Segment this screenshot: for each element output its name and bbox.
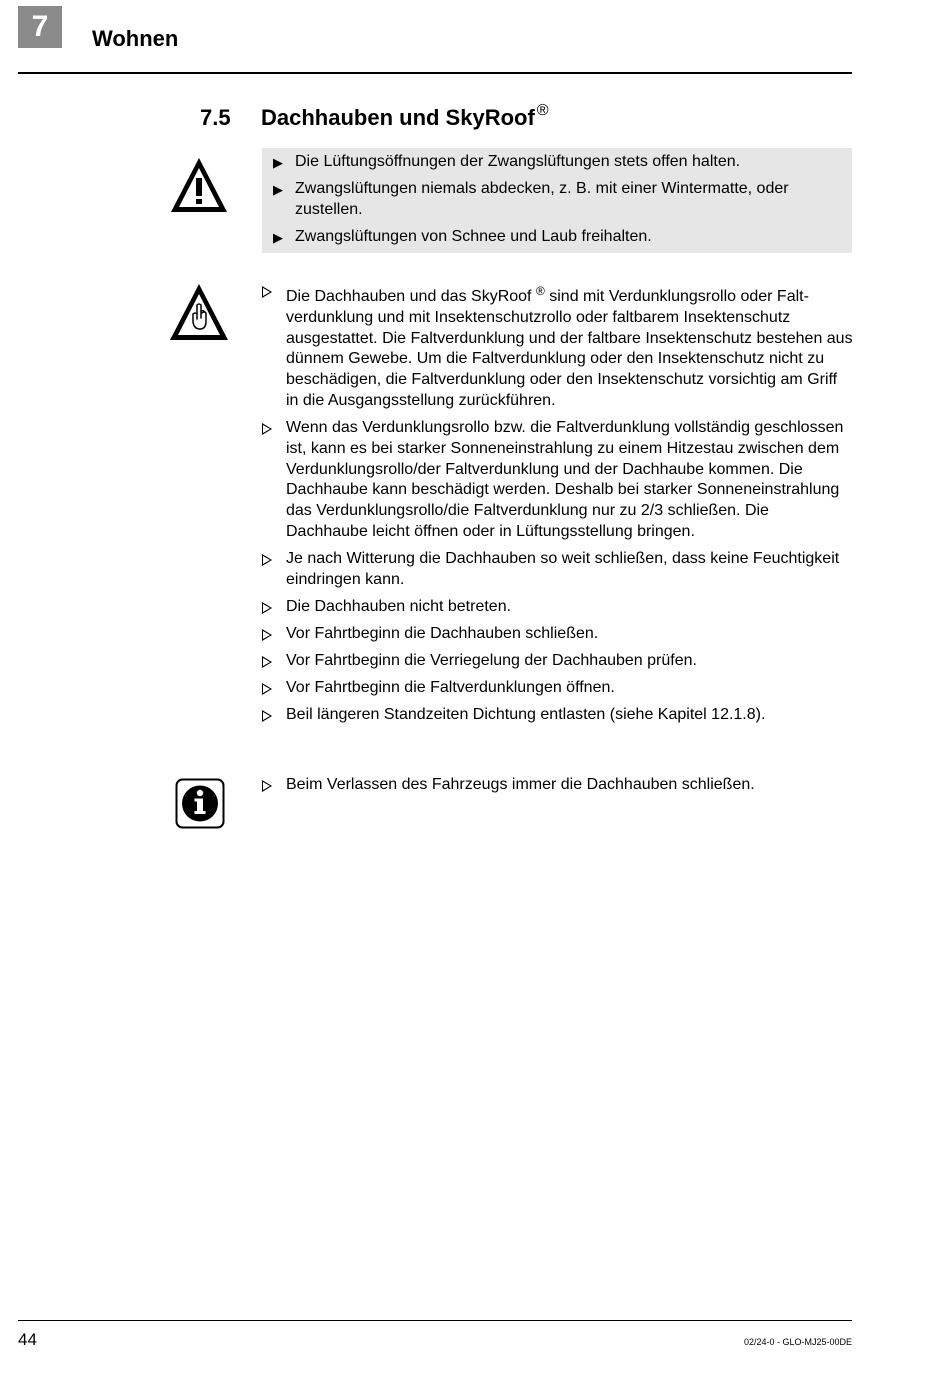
warning-item: ▶ Die Lüftungsöffnungen der Zwangslüftungen stets offen halten. [262,151,852,172]
footer-divider [18,1320,852,1321]
info-icon [175,778,225,829]
hollow-triangle-icon [262,780,272,792]
hollow-triangle-icon [262,554,272,566]
warning-triangle-icon [168,154,230,216]
note-item: Die Dachhauben und das SkyRoof ® sind mit Verdunklungsrollo oder Faltverdunklung und mit Insektenschutzrollo oder faltbarem Insektenschutz ausgestattet. Die Faltverdunklung und der faltbare Insektenschutz bestehen aus dünnem Gewebe. Um die Faltverdunklung oder den Insektenschutz nicht zu beschädigen, die Faltverdunklung oder den Insektenschutz vorsichtig am Griff in die Ausgangsstellung zurückführen. [262,281,854,412]
info-note-list [262,775,854,796]
caution-notes-list [262,281,854,732]
hollow-triangle-icon [262,602,272,614]
hollow-triangle-icon [262,710,272,722]
note-item: Vor Fahrtbeginn die Faltverdunklungen öffnen. [262,678,854,699]
note-item: Je nach Witterung die Dachhauben so weit schließen, dass keine Feuchtigkeit eindringen kann. [262,549,854,591]
bullet-icon: ▶ [273,155,283,170]
chapter-title: Wohnen [92,26,179,51]
document-code: 02/24-0 - GLO-MJ25-00DE [743,1337,852,1347]
bullet-icon: ▶ [273,182,283,197]
section-heading [200,102,549,131]
hollow-triangle-icon [262,286,272,298]
hollow-triangle-icon [262,423,272,435]
warning-box [262,148,852,253]
note-item: Die Dachhauben nicht betreten. [262,597,854,618]
warning-list [262,148,852,247]
registered-mark: ® [536,102,549,119]
note-item: Beim Verlassen des Fahrzeugs immer die Dachhauben schließen. [262,775,854,796]
warning-item: ▶ Zwangslüftungen von Schnee und Laub freihalten. [262,226,852,247]
note-item: Beil längeren Standzeiten Dichtung entlasten (siehe Kapitel 12.1.8). [262,705,854,726]
hollow-triangle-icon [262,656,272,668]
hollow-triangle-icon [262,683,272,695]
note-item: Wenn das Verdunklungsrollo bzw. die Faltverdunklung vollständig geschlossen ist, kann es bei starker Sonneneinstrahlung zu einem Hitzestau zwischen dem Verdunklungsrollo/der Faltverdunklung und der Dachhaube kommen. Die Dachhaube kann beschädigt werden. Deshalb bei starker Sonneneinstrahlung das Verdunklungsrollo/die Faltverdunklung nur zu 2/3 schließen. Die Dachhaube leicht öffnen oder in Lüftungsstellung bringen. [262,418,854,543]
section-title: Dachhauben und SkyRoof [261,105,535,130]
warning-item: ▶ Zwangslüftungen niemals abdecken, z. B. mit einer Wintermatte, oder zustellen. [273,180,789,218]
note-item: Vor Fahrtbeginn die Verriegelung der Dachhauben prüfen. [262,651,854,672]
chapter-number-box: 7 [18,6,62,48]
bullet-icon: ▶ [273,230,283,245]
hollow-triangle-icon [262,629,272,641]
page-number: 44 [18,1330,37,1349]
header-divider [18,72,852,74]
hand-caution-icon [168,281,230,343]
section-number: 7.5 [200,105,231,130]
note-item: Vor Fahrtbeginn die Dachhauben schließen. [262,624,854,645]
